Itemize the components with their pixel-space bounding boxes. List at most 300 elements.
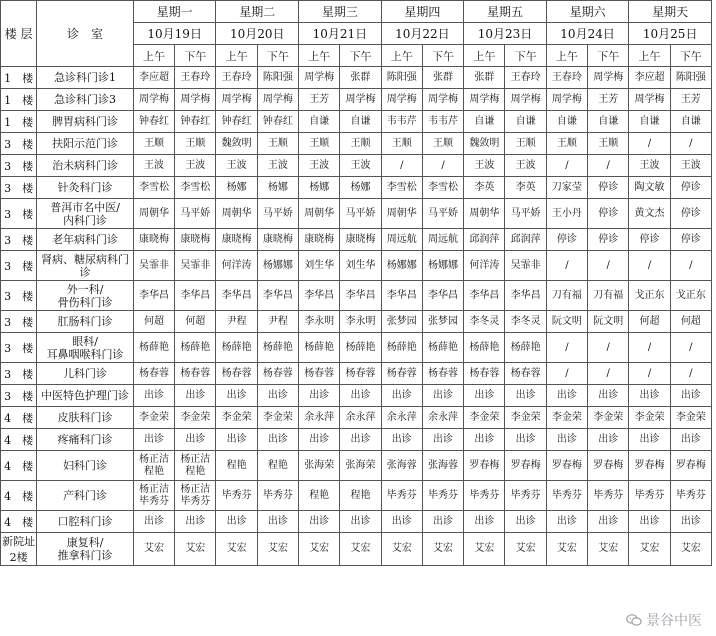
doctor-cell: 自谦 [464, 111, 505, 133]
doctor-cell: 李雪松 [133, 177, 174, 199]
doctor-cell: 张海荣 [299, 451, 340, 481]
afternoon-header: 下午 [588, 45, 629, 67]
doctor-cell: 魏敛明 [216, 133, 257, 155]
table-row [1, 177, 712, 199]
doctor-cell: 杨正洁 程艳 [133, 451, 174, 481]
table-row [1, 155, 712, 177]
doctor-cell: / [629, 363, 670, 385]
doctor-cell: 刀有福 [588, 281, 629, 311]
doctor-cell: 张海蓉 [422, 451, 463, 481]
table-row [1, 333, 712, 363]
doctor-cell: 自谦 [670, 111, 711, 133]
doctor-cell: 出诊 [133, 429, 174, 451]
afternoon-header: 下午 [670, 45, 711, 67]
doctor-cell: 毕秀芬 [505, 481, 546, 511]
doctor-cell: 出诊 [464, 511, 505, 533]
doctor-cell: 李冬灵 [505, 311, 546, 333]
floor-cell: 3 楼 [1, 333, 37, 363]
doctor-cell: 王春玲 [505, 67, 546, 89]
doctor-cell: 出诊 [588, 385, 629, 407]
doctor-cell: 艾宏 [257, 533, 298, 566]
doctor-cell: 出诊 [464, 385, 505, 407]
doctor-cell: 马平娇 [175, 199, 216, 229]
afternoon-header: 下午 [340, 45, 381, 67]
doctor-cell: 陈阳强 [670, 67, 711, 89]
table-row [1, 407, 712, 429]
doctor-cell: 王芳 [299, 89, 340, 111]
doctor-cell: 出诊 [175, 385, 216, 407]
doctor-cell: 陶文敏 [629, 177, 670, 199]
doctor-cell: 王波 [175, 155, 216, 177]
doctor-cell: / [381, 155, 422, 177]
floor-cell: 4 楼 [1, 451, 37, 481]
doctor-cell: 魏敛明 [464, 133, 505, 155]
doctor-cell: 程艳 [340, 481, 381, 511]
doctor-cell: 周远航 [422, 229, 463, 251]
doctor-cell: 艾宏 [133, 533, 174, 566]
doctor-cell: 王波 [629, 155, 670, 177]
doctor-cell: 出诊 [299, 385, 340, 407]
clinic-cell: 治未病科门诊 [37, 155, 134, 177]
doctor-cell: 何洋涛 [216, 251, 257, 281]
doctor-cell: 出诊 [299, 511, 340, 533]
doctor-cell: 周学梅 [381, 89, 422, 111]
doctor-cell: 马平娇 [422, 199, 463, 229]
doctor-cell: 出诊 [546, 429, 587, 451]
doctor-cell: 出诊 [588, 429, 629, 451]
clinic-cell: 康复科/ 推拿科门诊 [37, 533, 134, 566]
table-row [1, 251, 712, 281]
doctor-cell: 王春玲 [175, 67, 216, 89]
doctor-cell: 出诊 [422, 429, 463, 451]
clinic-cell: 肛肠科门诊 [37, 311, 134, 333]
floor-cell: 3 楼 [1, 133, 37, 155]
doctor-cell: 杨春蓉 [464, 363, 505, 385]
doctor-cell: 王顺 [175, 133, 216, 155]
doctor-cell: / [546, 155, 587, 177]
doctor-cell: 王波 [505, 155, 546, 177]
floor-header: 楼 层 [1, 1, 37, 67]
doctor-cell: 陈阳强 [257, 67, 298, 89]
doctor-cell: 出诊 [422, 511, 463, 533]
doctor-cell: 周学梅 [464, 89, 505, 111]
doctor-cell: 艾宏 [422, 533, 463, 566]
doctor-cell: 出诊 [546, 511, 587, 533]
doctor-cell: 张梦园 [422, 311, 463, 333]
floor-cell: 新院址 2楼 [1, 533, 37, 566]
doctor-cell: 周朝华 [381, 199, 422, 229]
doctor-cell: 周朝华 [133, 199, 174, 229]
doctor-cell: 李英 [464, 177, 505, 199]
clinic-cell: 口腔科门诊 [37, 511, 134, 533]
doctor-cell: 钟春红 [216, 111, 257, 133]
doctor-cell: 停诊 [588, 177, 629, 199]
day-date: 10月21日 [299, 23, 382, 45]
doctor-cell: 周学梅 [299, 67, 340, 89]
floor-cell: 3 楼 [1, 177, 37, 199]
doctor-cell: 杨娜娜 [381, 251, 422, 281]
doctor-cell: 停诊 [629, 229, 670, 251]
doctor-cell: 李华昌 [133, 281, 174, 311]
doctor-cell: 李金荣 [629, 407, 670, 429]
clinic-cell: 老年病科门诊 [37, 229, 134, 251]
day-name: 星期天 [629, 1, 712, 23]
doctor-cell: 程艳 [257, 451, 298, 481]
doctor-cell: 杨薛艳 [216, 333, 257, 363]
doctor-cell: 何超 [133, 311, 174, 333]
doctor-cell: 钟春红 [175, 111, 216, 133]
doctor-cell: 出诊 [299, 429, 340, 451]
doctor-cell: 张群 [340, 67, 381, 89]
table-row [1, 363, 712, 385]
doctor-cell: 李应超 [133, 67, 174, 89]
doctor-cell: 艾宏 [381, 533, 422, 566]
doctor-cell: 自谦 [505, 111, 546, 133]
doctor-cell: 刀家莹 [546, 177, 587, 199]
day-date: 10月25日 [629, 23, 712, 45]
doctor-cell: 李金荣 [257, 407, 298, 429]
day-date: 10月24日 [546, 23, 629, 45]
doctor-cell: 周学梅 [546, 89, 587, 111]
doctor-cell: 艾宏 [464, 533, 505, 566]
table-row [1, 385, 712, 407]
doctor-cell: 周学梅 [505, 89, 546, 111]
clinic-cell: 急诊科门诊3 [37, 89, 134, 111]
morning-header: 上午 [546, 45, 587, 67]
doctor-cell: 罗春梅 [588, 451, 629, 481]
doctor-cell: 艾宏 [216, 533, 257, 566]
doctor-cell: 杨娜娜 [257, 251, 298, 281]
doctor-cell: 杨春蓉 [175, 363, 216, 385]
doctor-cell: 杨春蓉 [340, 363, 381, 385]
doctor-cell: 出诊 [381, 511, 422, 533]
doctor-cell: 出诊 [505, 429, 546, 451]
floor-cell: 3 楼 [1, 199, 37, 229]
doctor-cell: 李雪松 [175, 177, 216, 199]
clinic-cell: 皮肤科门诊 [37, 407, 134, 429]
doctor-cell: 周学梅 [422, 89, 463, 111]
doctor-cell: 李应超 [629, 67, 670, 89]
doctor-cell: 出诊 [381, 429, 422, 451]
doctor-cell: 邱润萍 [464, 229, 505, 251]
doctor-cell: 王顺 [133, 133, 174, 155]
doctor-cell: 停诊 [546, 229, 587, 251]
doctor-cell: 杨春蓉 [133, 363, 174, 385]
doctor-cell: 杨娜 [257, 177, 298, 199]
doctor-cell: 出诊 [629, 385, 670, 407]
doctor-cell: 韦韦芹 [422, 111, 463, 133]
doctor-cell: 杨薛艳 [257, 333, 298, 363]
doctor-cell: 王春玲 [546, 67, 587, 89]
doctor-cell: 李华昌 [381, 281, 422, 311]
clinic-cell: 妇科门诊 [37, 451, 134, 481]
doctor-cell: 出诊 [257, 385, 298, 407]
doctor-cell: 戈正东 [629, 281, 670, 311]
doctor-cell: 罗春梅 [464, 451, 505, 481]
doctor-cell: 王波 [670, 155, 711, 177]
doctor-cell: 出诊 [340, 511, 381, 533]
doctor-cell: 出诊 [670, 511, 711, 533]
table-row [1, 67, 712, 89]
doctor-cell: 出诊 [546, 385, 587, 407]
doctor-cell: 出诊 [422, 385, 463, 407]
doctor-cell: / [629, 251, 670, 281]
doctor-cell: 杨正洁 程艳 [175, 451, 216, 481]
clinic-cell: 急诊科门诊1 [37, 67, 134, 89]
doctor-cell: 杨薛艳 [505, 333, 546, 363]
table-row [1, 199, 712, 229]
wechat-icon [626, 614, 642, 626]
day-date: 10月23日 [464, 23, 547, 45]
clinic-cell: 眼科/ 耳鼻咽喉科门诊 [37, 333, 134, 363]
doctor-cell: 王顺 [546, 133, 587, 155]
doctor-cell: 周学梅 [588, 67, 629, 89]
doctor-cell: 出诊 [216, 385, 257, 407]
doctor-cell: 李英 [505, 177, 546, 199]
table-row [1, 429, 712, 451]
doctor-cell: 停诊 [588, 229, 629, 251]
doctor-cell: 李金荣 [670, 407, 711, 429]
table-row [1, 533, 712, 566]
doctor-cell: 李金荣 [546, 407, 587, 429]
doctor-cell: / [588, 363, 629, 385]
doctor-cell: 戈正东 [670, 281, 711, 311]
doctor-cell: / [422, 155, 463, 177]
doctor-cell: / [629, 333, 670, 363]
doctor-cell: 杨春蓉 [381, 363, 422, 385]
doctor-cell: 出诊 [381, 385, 422, 407]
doctor-cell: 程艳 [216, 451, 257, 481]
doctor-cell: 周学梅 [133, 89, 174, 111]
doctor-cell: 杨娜娜 [422, 251, 463, 281]
day-name: 星期四 [381, 1, 464, 23]
doctor-cell: 李华昌 [464, 281, 505, 311]
doctor-cell: 出诊 [670, 429, 711, 451]
doctor-cell: 出诊 [588, 511, 629, 533]
doctor-cell: 杨正洁 毕秀芬 [175, 481, 216, 511]
morning-header: 上午 [464, 45, 505, 67]
floor-cell: 3 楼 [1, 251, 37, 281]
doctor-cell: 周学梅 [216, 89, 257, 111]
day-date: 10月22日 [381, 23, 464, 45]
doctor-cell: 王芳 [670, 89, 711, 111]
doctor-cell: 毕秀芬 [670, 481, 711, 511]
table-row [1, 311, 712, 333]
doctor-cell: 出诊 [175, 511, 216, 533]
morning-header: 上午 [299, 45, 340, 67]
doctor-cell: 艾宏 [588, 533, 629, 566]
day-name: 星期三 [299, 1, 382, 23]
doctor-cell: 康晓梅 [257, 229, 298, 251]
doctor-cell: 王顺 [505, 133, 546, 155]
doctor-cell: 刘生华 [299, 251, 340, 281]
clinic-cell: 脾胃病科门诊 [37, 111, 134, 133]
doctor-cell: 出诊 [340, 385, 381, 407]
doctor-cell: 李永明 [299, 311, 340, 333]
doctor-cell: 程艳 [299, 481, 340, 511]
doctor-cell: 王顺 [422, 133, 463, 155]
doctor-cell: 杨薛艳 [381, 333, 422, 363]
doctor-cell: 艾宏 [670, 533, 711, 566]
day-date: 10月19日 [133, 23, 216, 45]
floor-cell: 1 楼 [1, 111, 37, 133]
doctor-cell: 何超 [629, 311, 670, 333]
doctor-cell: 王顺 [299, 133, 340, 155]
doctor-cell: 余永萍 [381, 407, 422, 429]
watermark [626, 610, 702, 630]
doctor-cell: 康晓梅 [340, 229, 381, 251]
doctor-cell: 周朝华 [464, 199, 505, 229]
day-date: 10月20日 [216, 23, 299, 45]
floor-cell: 4 楼 [1, 407, 37, 429]
clinic-cell: 肾病、糖尿病科门诊 [37, 251, 134, 281]
morning-header: 上午 [216, 45, 257, 67]
doctor-cell: 出诊 [216, 429, 257, 451]
doctor-cell: 陈阳强 [381, 67, 422, 89]
floor-cell: 3 楼 [1, 281, 37, 311]
doctor-cell: 康晓梅 [175, 229, 216, 251]
doctor-cell: 周学梅 [340, 89, 381, 111]
floor-cell: 4 楼 [1, 511, 37, 533]
doctor-cell: 杨正洁 毕秀芬 [133, 481, 174, 511]
doctor-cell: 毕秀芬 [257, 481, 298, 511]
doctor-cell: 杨春蓉 [257, 363, 298, 385]
doctor-cell: 毕秀芬 [464, 481, 505, 511]
doctor-cell: 毕秀芬 [629, 481, 670, 511]
clinic-cell: 扶阳示范门诊 [37, 133, 134, 155]
afternoon-header: 下午 [175, 45, 216, 67]
doctor-cell: 王波 [257, 155, 298, 177]
doctor-cell: 毕秀芬 [216, 481, 257, 511]
doctor-cell: 李金荣 [588, 407, 629, 429]
doctor-cell: 周学梅 [175, 89, 216, 111]
doctor-cell: 杨薛艳 [133, 333, 174, 363]
floor-cell: 4 楼 [1, 481, 37, 511]
doctor-cell: 张海蓉 [381, 451, 422, 481]
doctor-cell: 艾宏 [629, 533, 670, 566]
morning-header: 上午 [629, 45, 670, 67]
schedule-body [1, 67, 712, 566]
doctor-cell: 王小丹 [546, 199, 587, 229]
doctor-cell: 李金荣 [175, 407, 216, 429]
day-name: 星期六 [546, 1, 629, 23]
doctor-cell: 刀有福 [546, 281, 587, 311]
clinic-cell: 中医特色护理门诊 [37, 385, 134, 407]
doctor-cell: 艾宏 [340, 533, 381, 566]
floor-cell: 1 楼 [1, 89, 37, 111]
morning-header: 上午 [381, 45, 422, 67]
doctor-cell: 罗春梅 [629, 451, 670, 481]
doctor-cell: 杨春蓉 [299, 363, 340, 385]
doctor-cell: 王春玲 [216, 67, 257, 89]
doctor-cell: 李华昌 [505, 281, 546, 311]
doctor-cell: 阮文明 [546, 311, 587, 333]
doctor-cell: 自谦 [588, 111, 629, 133]
doctor-cell: 罗春梅 [505, 451, 546, 481]
doctor-cell: 王芳 [588, 89, 629, 111]
day-name: 星期二 [216, 1, 299, 23]
doctor-cell: / [629, 133, 670, 155]
doctor-cell: / [670, 133, 711, 155]
doctor-cell: / [546, 333, 587, 363]
doctor-cell: 王顺 [381, 133, 422, 155]
doctor-cell: 王波 [340, 155, 381, 177]
doctor-cell: 周学梅 [629, 89, 670, 111]
doctor-cell: 王波 [133, 155, 174, 177]
doctor-cell: 毕秀芬 [546, 481, 587, 511]
doctor-cell: 吴霏非 [175, 251, 216, 281]
doctor-cell: 马平娇 [340, 199, 381, 229]
doctor-cell: 马平娇 [505, 199, 546, 229]
doctor-cell: 周朝华 [299, 199, 340, 229]
table-row [1, 281, 712, 311]
doctor-cell: 停诊 [670, 229, 711, 251]
doctor-cell: 余永萍 [299, 407, 340, 429]
doctor-cell: 张海荣 [340, 451, 381, 481]
doctor-cell: 出诊 [257, 429, 298, 451]
doctor-cell: 罗春梅 [546, 451, 587, 481]
doctor-cell: 张群 [464, 67, 505, 89]
afternoon-header: 下午 [505, 45, 546, 67]
floor-cell: 3 楼 [1, 385, 37, 407]
doctor-cell: 停诊 [670, 177, 711, 199]
doctor-cell: 艾宏 [546, 533, 587, 566]
day-name: 星期五 [464, 1, 547, 23]
doctor-cell: 刘生华 [340, 251, 381, 281]
doctor-cell: 周学梅 [257, 89, 298, 111]
doctor-cell: 出诊 [670, 385, 711, 407]
doctor-cell: / [546, 251, 587, 281]
doctor-cell: 韦韦芹 [381, 111, 422, 133]
doctor-cell: 杨娜 [299, 177, 340, 199]
doctor-cell: 出诊 [133, 385, 174, 407]
doctor-cell: 杨薛艳 [175, 333, 216, 363]
doctor-cell: 出诊 [175, 429, 216, 451]
doctor-cell: 自谦 [629, 111, 670, 133]
doctor-cell: 艾宏 [299, 533, 340, 566]
afternoon-header: 下午 [422, 45, 463, 67]
doctor-cell: 出诊 [257, 511, 298, 533]
watermark-text: 景谷中医 [646, 613, 702, 629]
clinic-cell: 外一科/ 骨伤科门诊 [37, 281, 134, 311]
doctor-cell: 李雪松 [422, 177, 463, 199]
doctor-cell: 李华昌 [422, 281, 463, 311]
doctor-cell: 出诊 [505, 511, 546, 533]
doctor-cell: 何洋涛 [464, 251, 505, 281]
doctor-cell: 杨春蓉 [505, 363, 546, 385]
floor-cell: 3 楼 [1, 363, 37, 385]
morning-header: 上午 [133, 45, 174, 67]
doctor-cell: 停诊 [670, 199, 711, 229]
doctor-cell: 出诊 [629, 511, 670, 533]
afternoon-header: 下午 [257, 45, 298, 67]
doctor-cell: 杨薛艳 [422, 333, 463, 363]
doctor-cell: 停诊 [588, 199, 629, 229]
doctor-cell: 钟春红 [133, 111, 174, 133]
doctor-cell: 余永萍 [422, 407, 463, 429]
doctor-cell: 杨娜 [340, 177, 381, 199]
table-row [1, 451, 712, 481]
doctor-cell: 吴霏非 [505, 251, 546, 281]
doctor-cell: 杨春蓉 [216, 363, 257, 385]
doctor-cell: 余永萍 [340, 407, 381, 429]
doctor-cell: 罗春梅 [670, 451, 711, 481]
doctor-cell: 出诊 [133, 511, 174, 533]
clinic-header: 诊 室 [37, 1, 134, 67]
doctor-cell: / [588, 251, 629, 281]
table-row [1, 89, 712, 111]
doctor-cell: / [588, 333, 629, 363]
